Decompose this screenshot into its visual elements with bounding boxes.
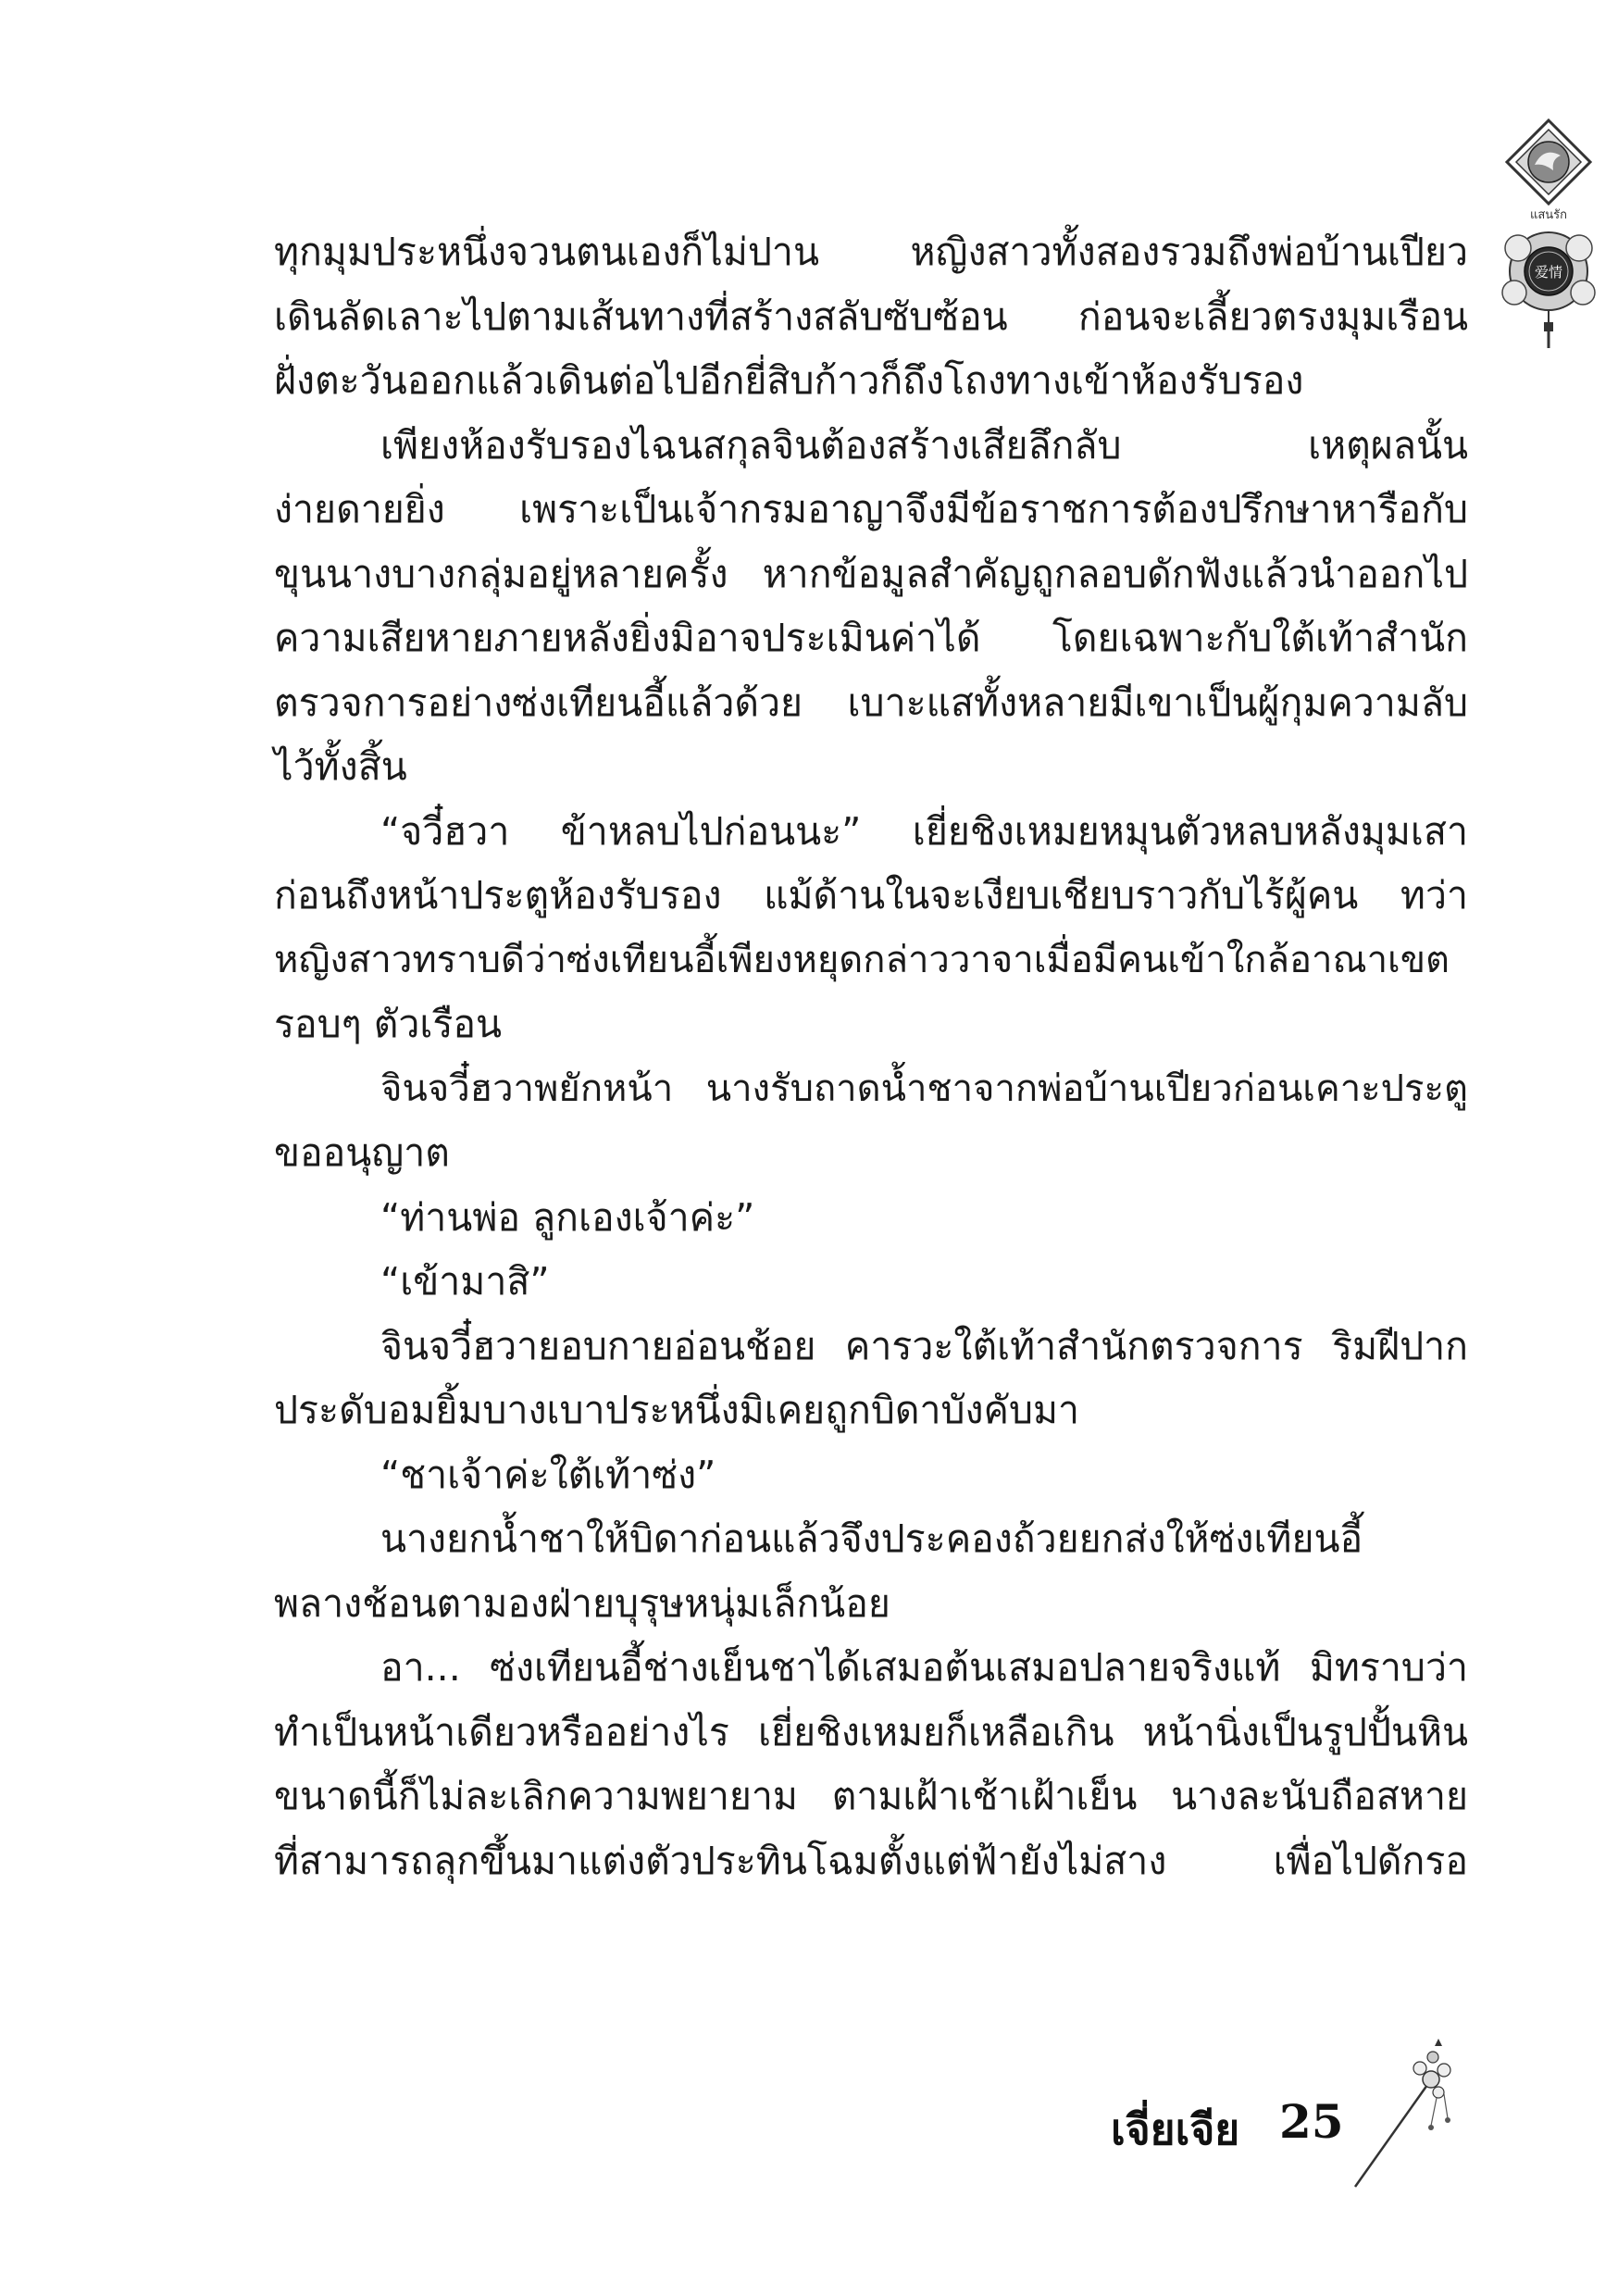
body-line: ความเสียหายภายหลังยิ่งมิอาจประเมินค่าได้ โดยเฉพาะกับใต้เท้าสำนัก — [274, 616, 1468, 660]
body-line: เดินลัดเลาะไปตามเส้นทางที่สร้างสลับซับซ้อน ก่อนจะเลี้ยวตรงมุมเรือน — [274, 293, 1468, 339]
ornament-caption: แสนรัก — [1529, 208, 1568, 222]
body-line: “จวี๋ฮวา ข้าหลบไปก่อนนะ” เยี่ยชิงเหมยหมุนตัวหลบหลังมุมเสา — [380, 808, 1468, 854]
body-line: ตรวจการอย่างซ่งเทียนอี้แล้วด้วย เบาะแสทั้งหลายมีเขาเป็นผู้กุมความลับ — [274, 680, 1468, 725]
body-line: ขุนนางบางกลุ่มอยู่หลายครั้ง หากข้อมูลสำคัญถูกลอบดักฟังแล้วนำออกไป — [274, 551, 1468, 596]
body-line: ขนาดนี้ก็ไม่ละเลิกความพยายาม ตามเฝ้าเช้าเฝ้าเย็น นางละนับถือสหาย — [274, 1774, 1468, 1818]
body-line: “เข้ามาสิ” — [380, 1259, 550, 1304]
ornament-seal-text: 爱情 — [1534, 264, 1563, 281]
body-line: รอบๆ ตัวเรือน — [274, 1002, 503, 1046]
body-line: พลางช้อนตามองฝ่ายบุรุษหนุ่มเล็กน้อย — [274, 1580, 890, 1626]
body-line: จินจวี๋ฮวายอบกายอ่อนช้อย คารวะใต้เท้าสำนักตรวจการ ริมฝีปาก — [380, 1323, 1468, 1368]
body-line: อา... ซ่งเทียนอี้ช่างเย็นชาได้เสมอต้นเสมอปลายจริงแท้ มิทราบว่า — [380, 1645, 1468, 1690]
body-line: หญิงสาวทราบดีว่าซ่งเทียนอี้เพียงหยุดกล่าววาจาเมื่อมีคนเข้าใกล้อาณาเขต — [274, 938, 1450, 981]
body-line: ทุกมุมประหนึ่งจวนตนเองก็ไม่ปาน หญิงสาวทั้งสองรวมถึงพ่อบ้านเปียว — [274, 230, 1468, 274]
body-line: ที่สามารถลุกขึ้นมาแต่งตัวประทินโฉมตั้งแต่ฟ้ายังไม่สาง เพื่อไปดักรอ — [274, 1838, 1468, 1883]
body-line: ทำเป็นหน้าเดียวหรืออย่างไร เยี่ยชิงเหมยก็เหลือเกิน หน้านิ่งเป็นรูปปั้นหิน — [274, 1709, 1468, 1754]
body-line: จินจวี๋ฮวาพยักหน้า นางรับถาดน้ำชาจากพ่อบ้านเปียวก่อนเคาะประตู — [380, 1067, 1468, 1110]
book-title: เจี่ยเจีย — [1111, 2104, 1240, 2154]
body-line: ประดับอมยิ้มบางเบาประหนึ่งมิเคยถูกบิดาบังคับมา — [274, 1388, 1080, 1432]
body-line: ง่ายดายยิ่ง เพราะเป็นเจ้ากรมอาญาจึงมีข้อราชการต้องปรึกษาหารือกับ — [274, 487, 1468, 531]
tassel — [1544, 310, 1553, 348]
body-line: “ท่านพ่อ ลูกเองเจ้าค่ะ” — [380, 1194, 755, 1240]
body-line: ไว้ทั้งสิ้น — [274, 744, 407, 789]
body-text — [274, 220, 1468, 1893]
body-line: ฝั่งตะวันออกแล้วเดินต่อไปอีกยี่สิบก้าวก็ถึงโถงทางเข้าห้องรับรอง — [274, 358, 1304, 403]
body-line: ก่อนถึงหน้าประตูห้องรับรอง แม้ด้านในจะเงียบเชียบราวกับไร้ผู้คน ทว่า — [274, 873, 1468, 917]
flower-wreath — [1502, 232, 1595, 310]
publisher-ornament-icon — [1498, 119, 1599, 350]
hairpin-ornament-icon — [1342, 2037, 1462, 2194]
body-line: “ชาเจ้าค่ะใต้เท้าซ่ง” — [380, 1452, 716, 1497]
diamond-medallion — [1507, 120, 1590, 204]
body-line: นางยกน้ำชาให้บิดาก่อนแล้วจึงประคองถ้วยยกส่งให้ซ่งเทียนอี้ — [380, 1516, 1363, 1561]
body-line: ขออนุญาต — [274, 1130, 450, 1175]
body-line: เพียงห้องรับรองไฉนสกุลจินต้องสร้างเสียลึกลับ เหตุผลนั้น — [380, 422, 1468, 468]
page-number: 25 — [1279, 2094, 1344, 2149]
